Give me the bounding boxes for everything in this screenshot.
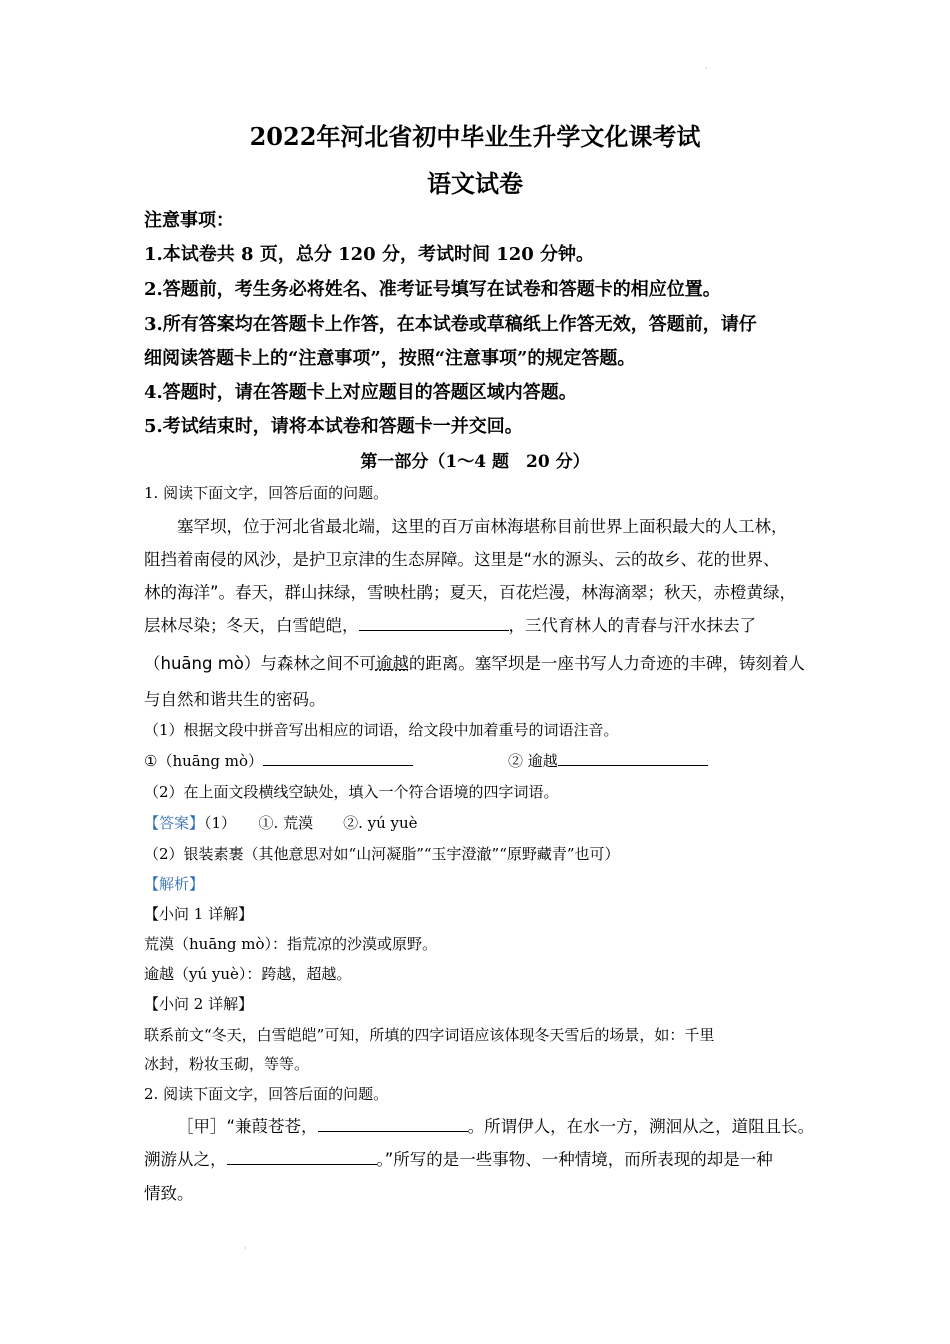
answer-tag: 【答案】 — [144, 814, 205, 832]
notice-item-2: 2.答题前，考生务必将姓名、准考证号填写在试卷和答题卡的相应位置。 — [144, 279, 721, 300]
passage-text: 。所谓伊人，在水一方，溯洄从之，道阻且长。 — [467, 1117, 815, 1136]
q1-sub1: （1）根据文段中拼音写出相应的词语，给文段中加着重号的词语注音。 — [144, 721, 619, 739]
detail1-line: 荒漠（huāng mò）：指荒凉的沙漠或原野。 — [144, 935, 438, 953]
analysis-tag: 【解析】 — [144, 875, 205, 893]
answer-blank[interactable] — [359, 616, 509, 631]
passage-text: ，三代育林人的青春与汗水抹去了 — [508, 616, 756, 635]
passage-text: 的距离。塞罕坝是一座书写人力奇迹的丰碑，铸刻着人 — [408, 654, 805, 673]
exam-title: 2022年河北省初中毕业生升学文化课考试 — [249, 122, 701, 151]
detail2-line: 联系前文“冬天，白雪皑皑”可知，所填的四字词语应该体现冬天雪后的场景，如：千里 — [144, 1026, 715, 1044]
part1-heading: 第一部分（1～4 题 20 分） — [360, 452, 590, 472]
q1-prompt: 1. 阅读下面文字，回答后面的问题。 — [144, 484, 389, 502]
emphasized-word: 逾越 — [375, 654, 409, 673]
answer-blank[interactable] — [318, 1117, 468, 1132]
notice-item-1: 1.本试卷共 8 页，总分 120 分，考试时间 120 分钟。 — [144, 244, 595, 265]
q1-passage-line: 林的海洋”。春天，群山抹绿，雪映杜鹃；夏天，百花烂漫，林海滴翠；秋天，赤橙黄绿， — [144, 583, 797, 602]
notice-item-3-cont: 细阅读答题卡上的“注意事项”，按照“注意事项”的规定答题。 — [144, 348, 636, 369]
notice-item-3: 3.所有答案均在答题卡上作答，在本试卷或草稿纸上作答无效，答题前，请仔 — [144, 314, 757, 335]
exam-subtitle: 语文试卷 — [427, 169, 523, 198]
q1-answer-line-2: （2）银装素裹（其他意思对如“山河凝脂”“玉宇澄澈”“原野藏青”也可） — [144, 845, 620, 863]
passage-text: ［甲］“兼葭苍苍， — [177, 1117, 318, 1136]
passage-text: （huāng mò）与森林之间不可 — [144, 654, 376, 673]
q2-prompt: 2. 阅读下面文字，回答后面的问题。 — [144, 1085, 389, 1103]
passage-text: 。”所写的是一些事物、一种情境，而所表现的却是一种 — [376, 1150, 773, 1169]
q1-answer-line — [144, 812, 418, 833]
answer-blank[interactable] — [263, 751, 413, 766]
notice-item-5: 5.考试结束时，请将本试卷和答题卡一并交回。 — [144, 416, 523, 437]
detail2-tag: 【小问 2 详解】 — [144, 995, 254, 1013]
q1-sub2: （2）在上面文段横线空缺处，填入一个符合语境的四字词语。 — [144, 783, 559, 801]
sub1-item-a: ①（huāng mò） — [144, 752, 263, 770]
notice-item-4: 4.答题时，请在答题卡上对应题目的答题区域内答题。 — [144, 382, 577, 403]
q2-passage-line — [177, 1113, 814, 1137]
q1-sub1-answers — [144, 750, 413, 771]
q1-sub1-answers-b — [508, 750, 708, 771]
q1-passage-line — [144, 650, 805, 674]
detail1-tag: 【小问 1 详解】 — [144, 905, 254, 923]
q1-passage-line: 与自然和谐共生的密码。 — [144, 690, 326, 709]
passage-text: 层林尽染；冬天，白雪皑皑， — [144, 616, 359, 635]
page-mark: · — [705, 64, 708, 73]
q1-passage-line: 塞罕坝，位于河北省最北端，这里的百万亩林海堪称目前世界上面积最大的人工林， — [177, 517, 788, 536]
answer-blank[interactable] — [227, 1150, 377, 1165]
passage-text: 溯游从之， — [144, 1150, 227, 1169]
sub1-item-b: ② 逾越 — [508, 752, 558, 770]
page-mark: · — [244, 1244, 247, 1253]
answer-text: （1） ①. 荒漠 ②. yú yuè — [204, 814, 418, 832]
q2-passage-line: 情致。 — [144, 1184, 194, 1203]
q1-passage-line: 阻挡着南侵的风沙，是护卫京津的生态屏障。这里是“水的源头、云的故乡、花的世界、 — [144, 550, 780, 569]
notice-heading: 注意事项： — [144, 210, 234, 231]
detail1-line: 逾越（yú yuè）：跨越，超越。 — [144, 965, 352, 983]
answer-blank[interactable] — [558, 751, 708, 766]
detail2-line: 冰封，粉妆玉砌，等等。 — [144, 1055, 310, 1073]
q2-passage-line — [144, 1146, 773, 1170]
q1-passage-line — [144, 612, 756, 636]
